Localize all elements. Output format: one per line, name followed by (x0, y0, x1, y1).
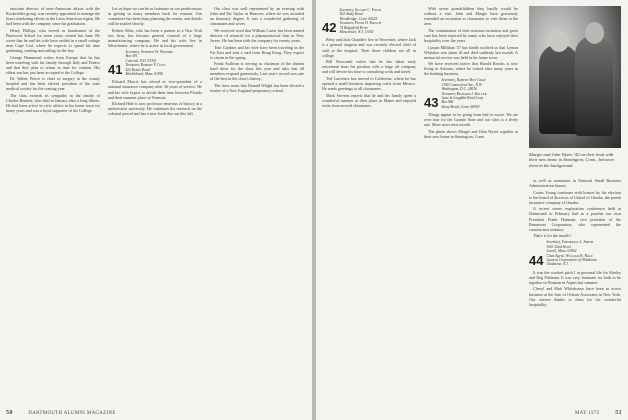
paragraph: The photo shows Margie and John Wyzer together at their new home in Stonington, Conn. (424, 128, 518, 140)
paragraph: as well as nominator in National Small Business Administration honors. (529, 178, 621, 189)
left-column-3 (210, 6, 304, 95)
paragraph: We have received notice that Harold Brooks is now living in Arizona, where he retired after many years in the banking business. (424, 61, 518, 77)
photo-couple (529, 6, 621, 148)
paragraph: Robert Allen, who has been a partner in a New York law firm, has become general counsel of a large manufacturing company. He and his wife live in Westchester, where he is active in local government. (108, 27, 202, 48)
paragraph: Edward Morris has retired as vice-president of a national insurance company after 36 years of service. He and his wife expect to divide their time between Florida and their summer place in Vermont. (108, 79, 202, 100)
left-column-1 (6, 6, 100, 115)
paragraph: Dr. Walter Pierce is chief of surgery at the county hospital and has been elected president of the state medical society for the coming year. (6, 76, 100, 92)
left-column-2 (108, 6, 202, 118)
paragraph: Richard Hale is now professor emeritus of history at a midwestern university. He continues his research on the colonial period and has a new book due out this fall. (108, 101, 202, 117)
paragraph: Mark Stevens reports that he and his family spent a wonderful summer at their place in Maine and enjoyed visits from several classmates. (322, 92, 416, 108)
class-43-heading (424, 78, 518, 109)
class-41-heading (108, 50, 202, 76)
paragraph: Betty and Jack Chandler live in Worcester, where Jack is a general surgeon and was recently elected chief of staff at the hospital. Their three children are all in college. (322, 37, 416, 58)
paragraph: The continuation of their mission invitation and great care has been reported by many who have enjoyed their hospitality over the years. (424, 27, 518, 43)
paragraph: Cheryl and Matt Whitehouse have been in active business at the firm of Osborn Associates in New York. Our sincere thanks to them for the wonderful hospitality. (529, 286, 621, 307)
class-officers: Secretary, Stuart C. Finch 562 Amity Road Woodbridge, Conn. 06525 Treasurer, Peter H. Kirsch 74 Ridgefield Drive Manchester, N.Y. 11030 (339, 8, 382, 35)
class-officers: Secretary, Robert Boy Gray 3180 Connecticut Ave., N.W. Washington, D.C. 20036 Treasurer, Richard J. Keller Lane & Laughlin Road Corp. Box 906 Stony Brook, Conn. 06900 (441, 78, 487, 109)
photo-figure (575, 36, 613, 136)
right-column-2 (424, 6, 518, 141)
paragraph: The class notes that Donald Wright has been elected a trustee of a New England preparatory school. (210, 83, 304, 94)
paragraph: Frank Sullivan is serving as chairman of the alumni fund drive for the class this year and asks that all members respond generously. Last year's record was one of the best in the class's history. (210, 61, 304, 82)
photo-figure (539, 44, 579, 134)
paragraph: Lyman Millikan '37 has kindly notified us that Lyman Whitaker was taken ill and died suddenly last month. A memorial service was held in his home town. (424, 44, 518, 60)
class-year-number: 44 (529, 252, 544, 268)
paragraph: Bill Newcomb writes that he has taken early retirement from his position with a large oil company and will devote his time to consulting work and travel. (322, 59, 416, 75)
paragraph: Henry Phillips, who served as headmaster of the Pinewood School for some years, retired last June. He wrote that he and his wife have settled in a small cottage near Cape Cod, where he expects to spend his time gardening, reading and sailing on the bay. (6, 27, 100, 53)
paragraph: Ted Lawrence has moved to California, where he has opened a small business importing crafts from Mexico. He sends greetings to all classmates. (322, 75, 416, 92)
issue-date: MAY 1972 (575, 411, 600, 416)
left-page (0, 0, 312, 420)
paragraph: Our class was well represented by an evening with John and Pat Taylor in Hanover, where he was awarded an honorary degree. It was a wonderful gathering of classmates and wives. (210, 6, 304, 27)
photo-head (585, 22, 604, 44)
paragraph: assistant director of inter-American affairs with the Rockefeller group, was recently appointed to manage the firm's marketing efforts in the Latin American region. He had been with the company since his graduation. (6, 6, 100, 27)
class-year-number: 42 (322, 20, 337, 36)
photo-head (549, 30, 569, 52)
footer-left (6, 410, 116, 416)
class-officers: Secretary, Stephen W. Winship Box 381 Concord, N.H. 03301 Treasurer, Robert P. Cole 422 Bexter Road Marblehead, Mass. 01945 (125, 49, 173, 76)
paragraph: A recent career exploration conference held at Dartmouth in February had as a panelist our own President Frank Hartman, vice president of the Beaumont Corporation, who represented the construction industry. (529, 206, 621, 232)
page-number: 50 (6, 410, 13, 416)
paragraph: The class extends its sympathy to the family of Charles Bennett, who died in January after a long illness. He had been active in civic affairs in his home town for many years and was a loyal supporter of the College. (6, 93, 100, 114)
paragraph: That's it for the month! (533, 233, 571, 239)
paragraph: With seven grandchildren they hardly would be without a visit. John and Margie have graciously extended an invitation to classmates to visit them in the area. (424, 6, 518, 27)
paragraph: It was the cracked pitch I in personal life for Shirley and Reg Feldman. It was very fortunate for both to be together in Norman in Aspen last summer. (529, 269, 621, 285)
paragraph: Tom Gardner and his wife have been traveling in the Far East and sent a card from Hong Kong. They expect to return in the spring. (210, 44, 304, 60)
photo-caption: Margie and John Wyzer '42 on their boat with their new home in Stonington, Conn., between them in the background. (529, 152, 614, 168)
right-column-3 (529, 178, 621, 308)
paragraph: Coutts Young continues with honors by his election to the board of directors of United of Omaha, the parent insurance company of Omaha. (529, 189, 621, 205)
page-number: 51 (615, 410, 622, 416)
paragraph: Let us hope we can be as fortunate as our predecessors in getting so many members back for reunion. Our committee has been busy planning the events, and details will be mailed shortly. (108, 6, 202, 27)
paragraph: We received word that William Carter has been named director of research for a pharmaceutical firm in New Jersey. He has been with the company for twenty years. (210, 27, 304, 43)
paragraph: George Hammond writes from Europe that he has been traveling with his family through Italy and France and that they plan to return in time for reunion. His eldest son has just been accepted at the College. (6, 54, 100, 75)
right-page (316, 0, 628, 420)
paragraph: Things appear to be going from bad to worse. We are over four for the Granite State and our class is a lively one. More news next month. (424, 112, 518, 128)
class-42-heading (322, 8, 416, 34)
footer-right (575, 410, 622, 416)
right-column-1 (322, 6, 416, 109)
class-year-number: 43 (424, 95, 439, 111)
class-44-heading (529, 240, 621, 266)
magazine-title: DARTMOUTH ALUMNI MAGAZINE (28, 411, 116, 416)
class-officers: Secretary, Frederick L. Smith 3061 52nd Street Lowell, Mass. 01852 Class Agent, William R. Hale Lazarus Corporation of Oklahoma Gladstone, N.J. (546, 240, 597, 267)
class-year-number: 41 (108, 62, 123, 78)
